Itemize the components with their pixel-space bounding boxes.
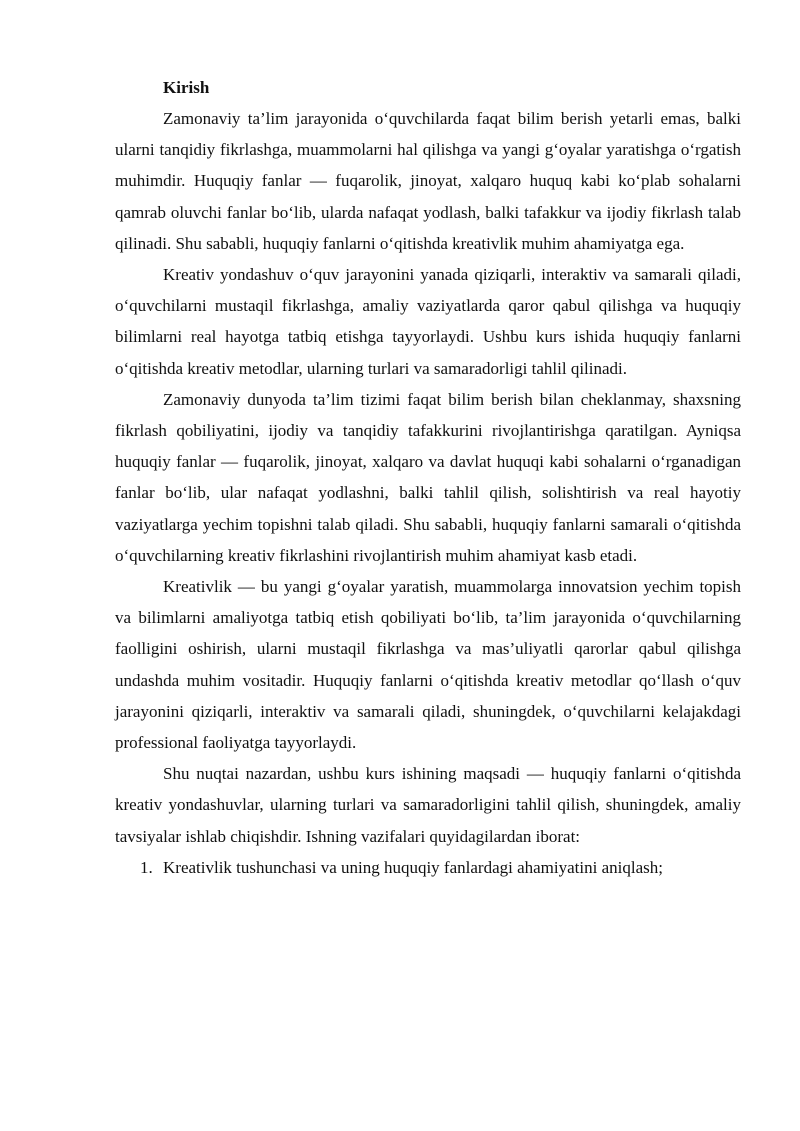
paragraph-3: Zamonaviy dunyoda ta’lim tizimi faqat bilim berish bilan cheklanmay, shaxsning fikrlash qobiliyatini, ijodiy va tanqidiy tafakkurini rivojlantirishga qaratilgan. Ayniqsa huquqiy fanlar — fuqarolik, jinoyat, xalqaro va davlat huquqi kabi sohalarni o‘rganadigan fanlar bo‘lib, ular nafaqat yodlashni, balki tahlil qilish, solishtirish va real hayotiy vaziyatlarga yechim topishni talab qiladi. Shu sababli, huquqiy fanlarni samarali o‘qitishda o‘quvchilarning kreativ fikrlashini rivojlantirish muhim ahamiyat kasb etadi. — [115, 389, 741, 565]
document-body — [115, 72, 741, 883]
task-list — [115, 852, 741, 883]
paragraph-5: Shu nuqtai nazardan, ushbu kurs ishining maqsadi — huquqiy fanlarni o‘qitishda kreativ yondashuvlar, ularning turlari va samaradorligini tahlil qilish, shuningdek, amaliy tavsiyalar ishlab chiqishdir. Ishning vazifalari quyidagilardan iborat: — [115, 764, 741, 846]
list-item-text: Kreativlik tushunchasi va uning huquqiy fanlardagi ahamiyatini aniqlash; — [163, 857, 663, 877]
paragraph-2: Kreativ yondashuv o‘quv jarayonini yanada qiziqarli, interaktiv va samarali qiladi, o‘quvchilarni mustaqil fikrlashga, amaliy vaziyatlarda qaror qabul qilishga va huquqiy bilimlarni real hayotga tatbiq etishga tayyorlaydi. Ushbu kurs ishida huquqiy fanlarni o‘qitishda kreativ metodlar, ularning turlari va samaradorligi tahlil qilinadi. — [115, 265, 741, 378]
list-item-number: 1. — [140, 857, 153, 877]
section-heading: Kirish — [163, 78, 210, 97]
paragraph-1: Zamonaviy ta’lim jarayonida o‘quvchilarda faqat bilim berish yetarli emas, balki ularni tanqidiy fikrlashga, muammolarni hal qilishga va yangi g‘oyalar yaratishga o‘rgatish muhimdir. Huquqiy fanlar — fuqarolik, jinoyat, xalqaro huquq kabi ko‘plab sohalarni qamrab oluvchi fanlar bo‘lib, ularda nafaqat yodlash, balki tafakkur va ijodiy fikrlash talab qilinadi. Shu sababli, huquqiy fanlarni o‘qitishda kreativlik muhim ahamiyatga ega. — [115, 109, 741, 253]
list-item — [115, 852, 741, 883]
paragraph-4: Kreativlik — bu yangi g‘oyalar yaratish, muammolarga innovatsion yechim topish va bilimlarni amaliyotga tatbiq etish qobiliyati bo‘lib, ta’lim jarayonida o‘quvchilarning faolligini oshirish, ularni mustaqil fikrlashga va mas’uliyatli qarorlar qabul qilishga undashda muhim vositadir. Huquqiy fanlarni o‘qitishda kreativ metodlar qo‘llash o‘quv jarayonini qiziqarli, interaktiv va samarali qiladi, shuningdek, o‘quvchilarni kelajakdagi professional faoliyatga tayyorlaydi. — [115, 577, 741, 753]
